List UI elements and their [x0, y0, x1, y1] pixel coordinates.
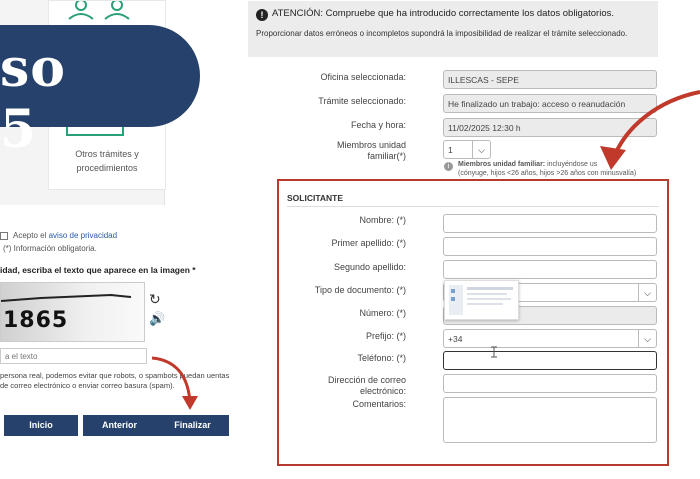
telefono-label: Teléfono: (*) [357, 353, 406, 363]
step-banner-text: so 5 [0, 38, 66, 160]
oficina-label: Oficina seleccionada: [320, 72, 406, 82]
email-input[interactable] [443, 374, 657, 393]
privacy-row [0, 231, 117, 240]
help-text-1: incluyéndose us [547, 161, 598, 168]
refresh-icon[interactable]: ↻ [149, 291, 161, 307]
miembros-value: 1 [448, 145, 453, 155]
info-icon: ! [256, 9, 268, 21]
help-text-2: (cónyuge, hijos <26 años, hijos >26 años con minusvalía) [458, 170, 637, 177]
solicitante-title: SOLICITANTE [287, 193, 344, 203]
chevron-down-icon[interactable]: ⌵ [638, 330, 656, 347]
email-label-line1: Dirección de correo [327, 375, 406, 385]
numero-label: Número: (*) [359, 308, 406, 318]
fecha-field: 11/02/2025 12:30 h [443, 118, 657, 137]
comentarios-label: Comentarios: [352, 399, 406, 409]
captcha-code: 1865 [3, 308, 69, 333]
step-banner [0, 25, 200, 160]
people-icon [65, 1, 135, 21]
chevron-down-icon[interactable]: ⌵ [638, 284, 656, 301]
nombre-input[interactable] [443, 214, 657, 233]
attention-alert [248, 1, 658, 57]
alert-heading: ATENCIÓN: Compruebe que ha introducido correctamente los datos obligatorios. [272, 8, 614, 19]
finalizar-button[interactable]: Finalizar [156, 415, 229, 436]
comentarios-textarea[interactable] [443, 397, 657, 443]
robot-explanation: persona real, podemos evitar que robots, o spambots puedan uentas de correo electrónico o enviar correo basura (spam). [0, 371, 230, 390]
prefijo-select[interactable] [443, 329, 657, 348]
privacy-prefix: Acepto el [13, 231, 47, 240]
help-title: Miembros unidad familiar: [458, 161, 546, 168]
telefono-input[interactable] [443, 351, 657, 370]
document-preview-popup [444, 280, 519, 320]
apellido1-input[interactable] [443, 237, 657, 256]
alert-heading-row [256, 8, 614, 21]
info-icon: i [444, 162, 453, 171]
obligatory-note: (*) Información obligatoria. [3, 244, 97, 253]
oficina-field: ILLESCAS - SEPE [443, 70, 657, 89]
email-label-line2: electrónico: [359, 386, 406, 396]
prefijo-label: Prefijo: (*) [365, 331, 406, 341]
nombre-label: Nombre: (*) [359, 215, 406, 225]
tipo-doc-label: Tipo de documento: (*) [314, 285, 406, 295]
privacy-link[interactable]: aviso de privacidad [48, 231, 118, 240]
left-panel [0, 0, 245, 479]
apellido1-label: Primer apellido: (*) [331, 238, 406, 248]
miembros-help [444, 160, 659, 178]
miembros-select[interactable] [443, 140, 491, 159]
apellido2-input[interactable] [443, 260, 657, 279]
chevron-down-icon[interactable]: ⌵ [472, 141, 490, 158]
captcha-input[interactable] [0, 348, 147, 364]
apellido2-label: Segundo apellido: [333, 262, 406, 272]
miembros-label [290, 140, 406, 162]
tramite-label: Trámite seleccionado: [318, 96, 406, 106]
card-title: Otros trámites y procedimientos [75, 149, 139, 173]
miembros-label-line1: Miembros unidad [336, 140, 406, 150]
prefijo-value: +34 [448, 334, 463, 344]
anterior-button[interactable]: Anterior [83, 415, 156, 436]
email-label [290, 375, 406, 397]
miembros-label-line2: familiar(*) [367, 151, 406, 161]
captcha-instruction: idad, escriba el texto que aparece en la imagen * [0, 265, 196, 275]
alert-body: Proporcionar datos erróneos o incompletos supondrá la imposibilidad de realizar el trámite seleccionado. [256, 29, 628, 38]
inicio-button[interactable]: Inicio [4, 415, 78, 436]
fecha-label: Fecha y hora: [350, 120, 406, 130]
captcha-image [0, 282, 145, 342]
audio-icon[interactable]: 🔊 [149, 311, 166, 326]
tramite-field: He finalizado un trabajo: acceso o reanudación [443, 94, 657, 113]
text-cursor-icon [490, 346, 498, 358]
solicitante-divider [287, 206, 659, 207]
preview-thumbnail [445, 281, 518, 319]
privacy-checkbox[interactable] [0, 232, 8, 240]
